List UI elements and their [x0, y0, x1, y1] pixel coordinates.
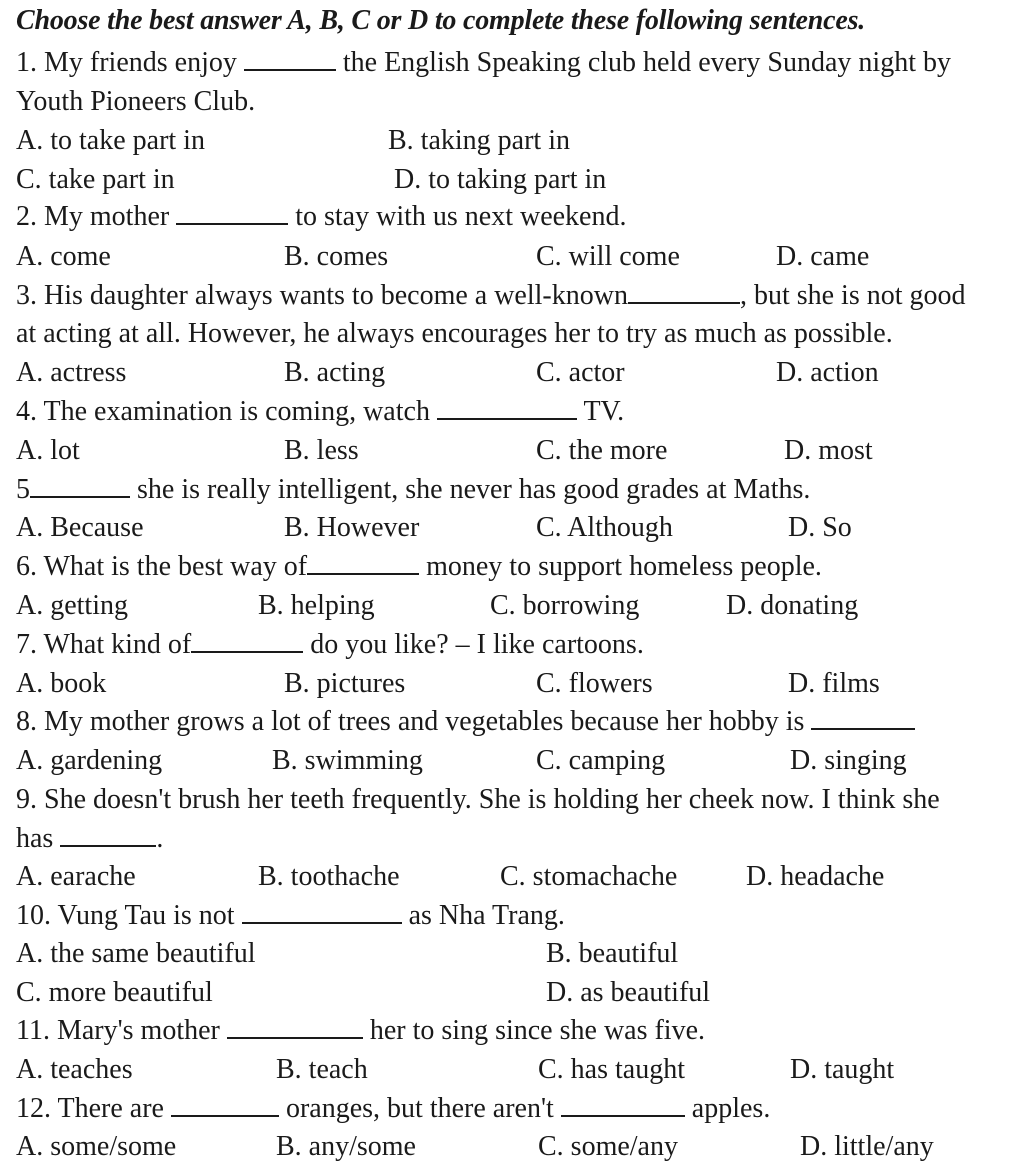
question-text: TV.: [583, 396, 625, 427]
answer-blank: [437, 396, 577, 420]
option-b: B. beautiful: [546, 938, 679, 969]
option-c: C. Although: [536, 512, 673, 543]
option-c: C. take part in: [16, 164, 175, 195]
question-text: 3. His daughter always wants to become a well-known: [16, 280, 628, 311]
option-c: C. will come: [536, 241, 680, 272]
option-a: A. earache: [16, 861, 136, 892]
option-b: B. swimming: [272, 745, 423, 776]
question-1-line-1: [16, 44, 951, 82]
answer-blank: [307, 551, 419, 575]
option-a: A. getting: [16, 590, 128, 621]
answer-blank: [191, 629, 303, 653]
question-5: [16, 471, 810, 509]
answer-blank: [244, 47, 336, 71]
question-text: to stay with us next weekend.: [295, 201, 627, 232]
option-b: B. pictures: [284, 668, 406, 699]
question-1-line-2: Youth Pioneers Club.: [16, 86, 256, 117]
answer-blank: [811, 706, 915, 730]
option-a: A. book: [16, 668, 107, 699]
question-text: , but she is not good: [739, 280, 966, 311]
option-d: D. So: [788, 512, 852, 543]
option-d: D. to taking part in: [394, 164, 607, 195]
option-a: A. the same beautiful: [16, 938, 256, 969]
answer-blank: [176, 201, 288, 225]
option-a: A. come: [16, 241, 111, 272]
option-a: A. gardening: [16, 745, 163, 776]
answer-blank: [227, 1015, 363, 1039]
option-a: A. to take part in: [16, 125, 205, 156]
option-c: C. the more: [536, 435, 668, 466]
question-text: as Nha Trang.: [408, 900, 565, 931]
question-2: [16, 198, 627, 236]
question-3-line-2: at acting at all. However, he always encourages her to try as much as possible.: [16, 318, 893, 349]
option-d: D. headache: [746, 861, 885, 892]
question-text: has: [16, 823, 54, 854]
question-text: .: [156, 823, 164, 854]
question-text: 10. Vung Tau is not: [16, 900, 235, 931]
option-a: A. Because: [16, 512, 144, 543]
question-7: [16, 626, 644, 664]
option-c: C. more beautiful: [16, 977, 213, 1008]
option-b: B. comes: [284, 241, 389, 272]
option-d: D. as beautiful: [546, 977, 711, 1008]
question-text: 7. What kind of: [16, 629, 192, 660]
option-b: B. taking part in: [388, 125, 570, 156]
option-d: D. films: [788, 668, 880, 699]
option-c: C. camping: [536, 745, 666, 776]
option-d: D. came: [776, 241, 870, 272]
question-3-line-1: [16, 277, 966, 315]
question-9-line-2: [16, 820, 163, 858]
question-12: [16, 1090, 770, 1128]
option-a: A. some/some: [16, 1131, 177, 1162]
answer-blank: [628, 280, 740, 304]
option-b: B. teach: [276, 1054, 368, 1085]
option-d: D. little/any: [800, 1131, 934, 1162]
option-d: D. most: [784, 435, 873, 466]
question-text: 12. There are: [16, 1093, 164, 1124]
question-text: the English Speaking club held every Sunday night by: [342, 47, 951, 78]
question-text: 2. My mother: [16, 201, 170, 232]
answer-blank: [561, 1093, 685, 1117]
question-9-line-1: 9. She doesn't brush her teeth frequently. She is holding her cheek now. I think she: [16, 784, 940, 815]
option-c: C. flowers: [536, 668, 653, 699]
option-c: C. stomachache: [500, 861, 678, 892]
question-text: do you like? – I like cartoons.: [310, 629, 644, 660]
question-10: [16, 897, 565, 935]
option-c: C. has taught: [538, 1054, 685, 1085]
answer-blank: [171, 1093, 279, 1117]
option-a: A. actress: [16, 357, 127, 388]
question-text: 5: [16, 474, 30, 505]
option-d: D. action: [776, 357, 879, 388]
question-text: oranges, but there aren't: [285, 1093, 554, 1124]
question-text: 11. Mary's mother: [16, 1015, 220, 1046]
option-c: C. borrowing: [490, 590, 640, 621]
question-text: apples.: [691, 1093, 771, 1124]
option-b: B. any/some: [276, 1131, 416, 1162]
option-b: B. less: [284, 435, 359, 466]
question-text: her to sing since she was five.: [369, 1015, 706, 1046]
question-text: 6. What is the best way of: [16, 551, 308, 582]
question-text: 1. My friends enjoy: [16, 47, 237, 78]
answer-blank: [242, 900, 402, 924]
option-b: B. However: [284, 512, 420, 543]
question-4: [16, 393, 624, 431]
option-d: D. taught: [790, 1054, 895, 1085]
question-text: money to support homeless people.: [426, 551, 822, 582]
option-d: D. donating: [726, 590, 859, 621]
question-11: [16, 1012, 705, 1050]
answer-blank: [30, 474, 130, 498]
question-6: [16, 548, 822, 586]
question-text: she is really intelligent, she never has good grades at Maths.: [137, 474, 811, 505]
question-text: 8. My mother grows a lot of trees and vegetables because her hobby is: [16, 706, 805, 737]
answer-blank: [60, 823, 156, 847]
question-text: 4. The examination is coming, watch: [16, 396, 430, 427]
option-c: C. actor: [536, 357, 625, 388]
option-d: D. singing: [790, 745, 907, 776]
worksheet-title: Choose the best answer A, B, C or D to complete these following sentences.: [16, 5, 866, 36]
option-b: B. toothache: [258, 861, 400, 892]
option-c: C. some/any: [538, 1131, 678, 1162]
option-a: A. teaches: [16, 1054, 133, 1085]
option-a: A. lot: [16, 435, 80, 466]
option-b: B. acting: [284, 357, 386, 388]
option-b: B. helping: [258, 590, 375, 621]
question-8: [16, 703, 915, 741]
